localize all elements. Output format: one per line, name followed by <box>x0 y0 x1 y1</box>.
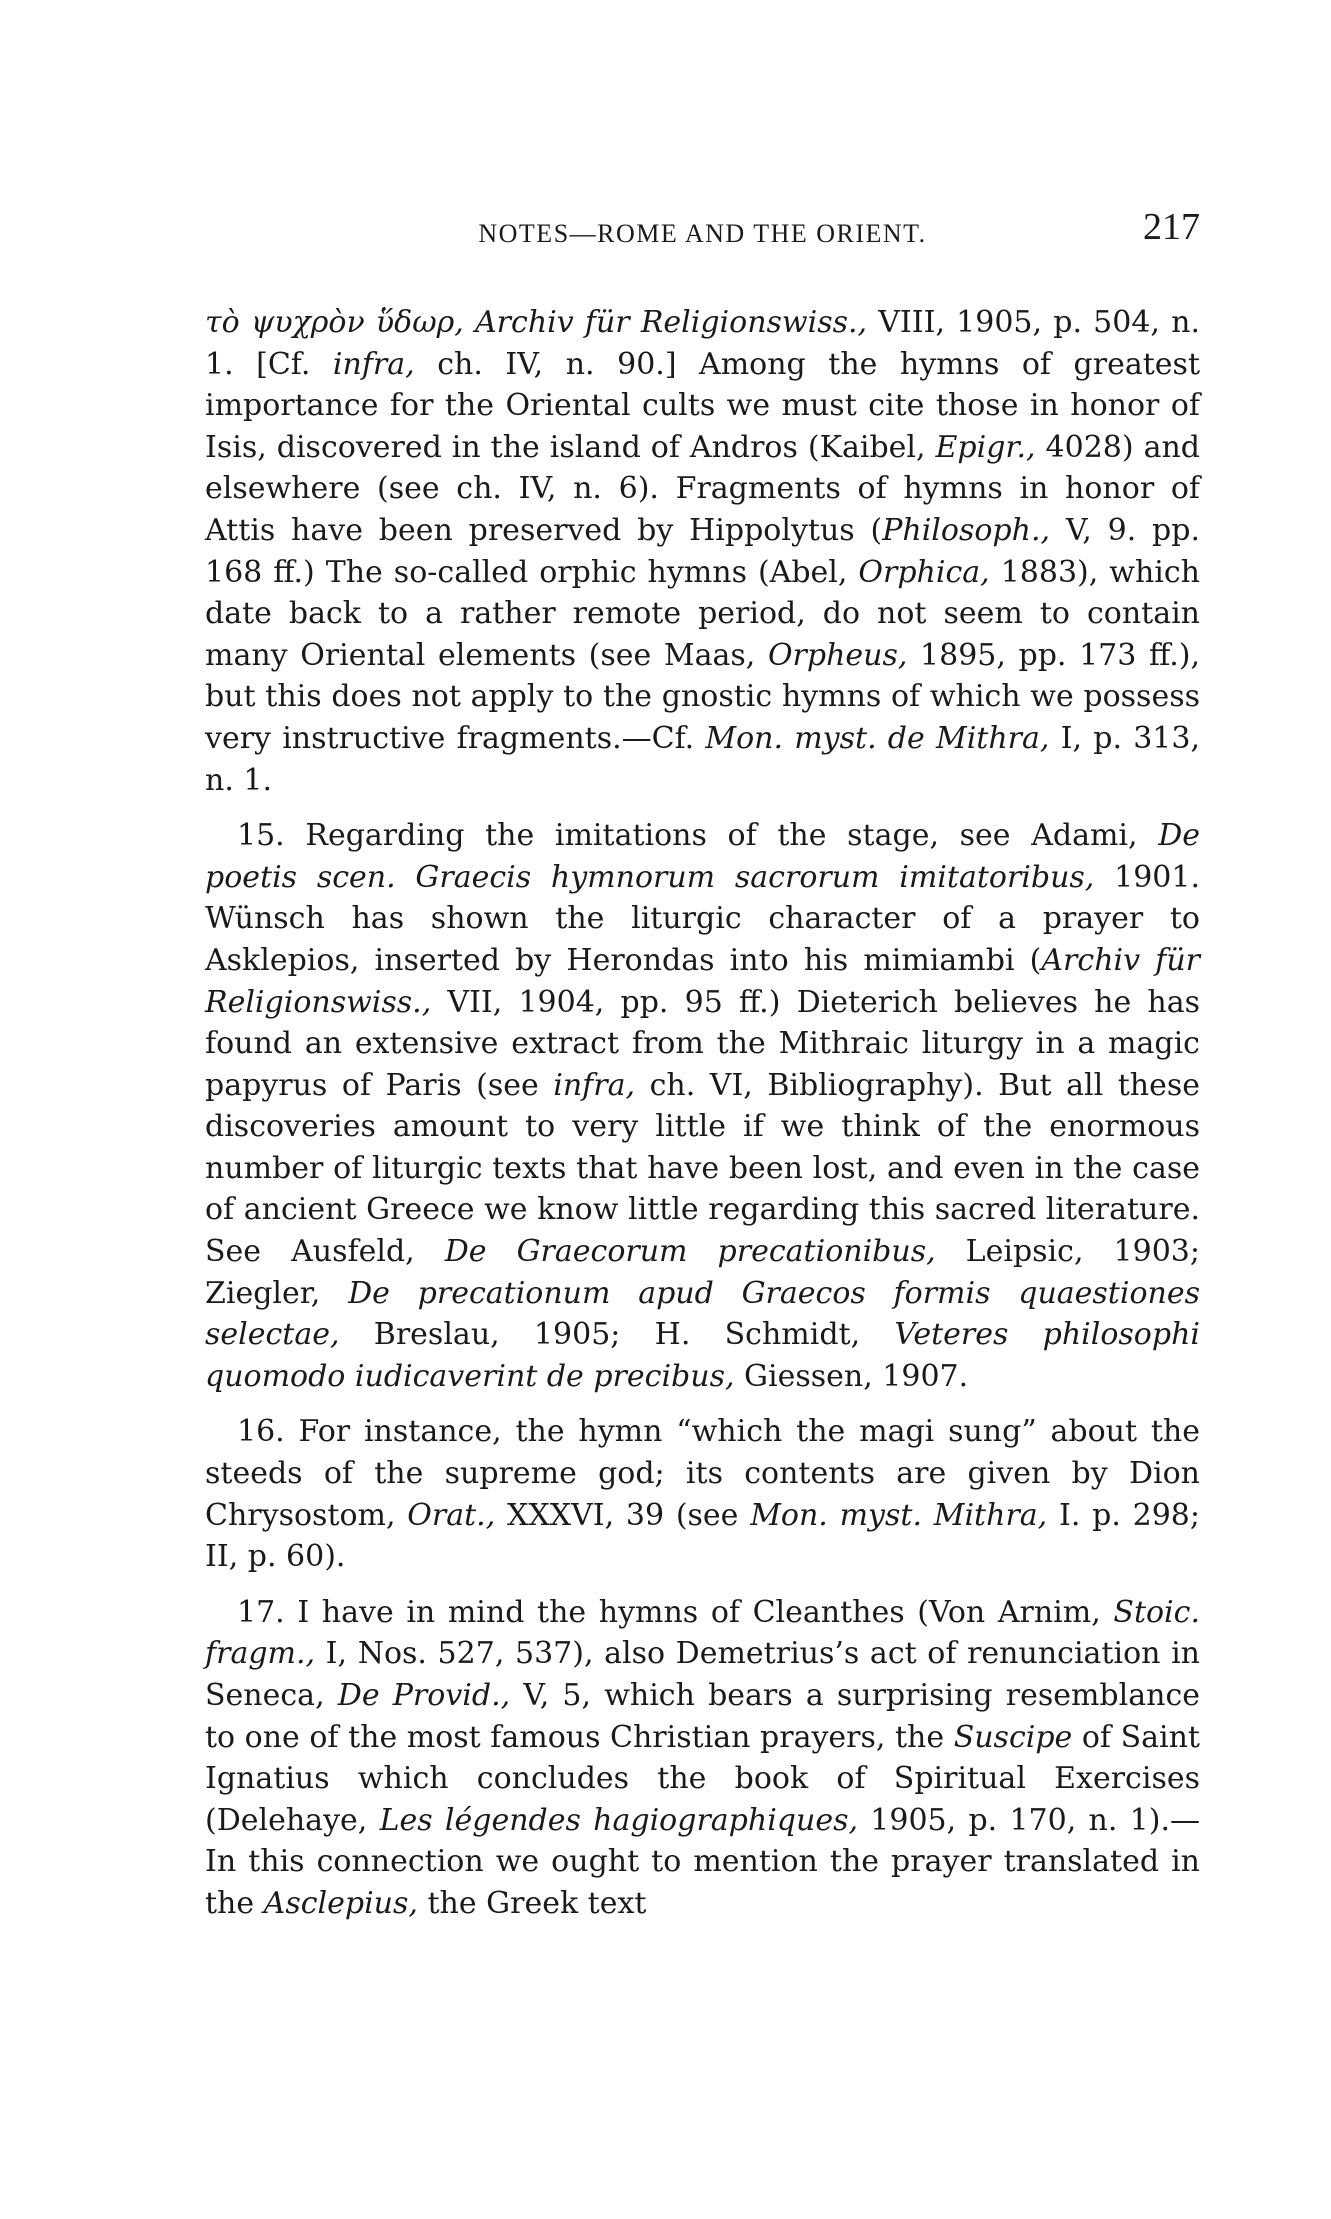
text-run: I, Nos. 527, 537), also Demetrius’s act of renunciation in Seneca, <box>205 1636 1200 1713</box>
text-run: ch. IV, n. 90.] Among the hymns of greatest importance for the Oriental cults we must cite those in honor of Isis, discovered in the island of Andros (Kaibel, <box>205 346 1200 465</box>
text-run: 1883), which date back to a rather remote period, do not seem to contain many Oriental elements (see Maas, <box>205 554 1200 673</box>
italic-text: De precationum apud Graecos formis quaestiones selectae, <box>205 1275 1200 1353</box>
text-run: 1901. Wünsch has shown the liturgic character of a prayer to Asklepios, inserted by Herondas into his mimiambi ( <box>205 859 1200 978</box>
italic-text: De Provid., <box>337 1678 511 1713</box>
italic-text: De Graecorum precationibus, <box>444 1234 936 1270</box>
italic-text: Veteres philosophi quomodo iudicaverint de precibus, <box>205 1317 1200 1394</box>
italic-text: Archiv für Religionswiss., <box>205 942 1200 1020</box>
italic-text: Epigr., <box>935 429 1036 465</box>
page-number: 217 <box>1143 206 1200 248</box>
italic-text: infra, <box>553 1067 636 1103</box>
text-run: I. p. 298; II, p. 60). <box>205 1497 1200 1575</box>
text-run: 16. For instance, the hymn “which the magi sung” about the steeds of the supreme god; its contents are given by Dion Chrysostom, <box>205 1414 1200 1533</box>
italic-text: Orphica, <box>858 554 990 590</box>
italic-text: infra, <box>332 346 415 382</box>
text-run: Giessen, 1907. <box>734 1358 969 1394</box>
text-run: 1905, p. 170, n. 1).—In this connection we ought to mention the prayer translated in the <box>205 1802 1200 1921</box>
italic-text: Mon. myst. de Mithra, <box>705 720 1050 756</box>
italic-text: Philosoph., <box>882 512 1051 548</box>
italic-text: Orpheus, <box>767 637 908 673</box>
note-continuation <box>205 302 1200 801</box>
italic-text: De poetis scen. Graecis hymnorum sacrorum imitatoribus, <box>205 818 1200 895</box>
note-16 <box>205 1411 1200 1577</box>
text-run: of Saint Ignatius which concludes the book of Spiritual Exercises (Delehaye, <box>205 1719 1200 1838</box>
text-run: VII, 1904, pp. 95 ff.) Dieterich believes he has found an extensive extract from the Mithraic liturgy in a magic papyrus of Paris (see <box>205 984 1200 1103</box>
note-15 <box>205 815 1200 1397</box>
text-run: 17. I have in mind the hymns of Cleanthes (Von Arnim, <box>237 1594 1114 1630</box>
text-run: Leipsic, 1903; Ziegler, <box>205 1234 1200 1311</box>
text-run: XXXVI, 39 (see <box>495 1497 751 1533</box>
text-run: the Greek text <box>417 1885 647 1921</box>
text-run: Breslau, 1905; H. Schmidt, <box>339 1317 895 1353</box>
italic-text: Stoic. fragm., <box>205 1594 1200 1672</box>
italic-text: Suscipe <box>953 1719 1073 1755</box>
text-run: VIII, 1905, p. 504, n. 1. [Cf. <box>205 305 1200 382</box>
text-run: 1895, pp. 173 ff.), but this does not apply to the gnostic hymns of which we possess very instructive fragments.—Cf. <box>205 637 1200 756</box>
italic-text: Asclepius, <box>263 1885 418 1921</box>
text-run: ch. VI, Bibliography). But all these discoveries amount to very little if we think of the enormous number of liturgic texts that have been lost, and even in the case of ancient Greece we know little regarding this sacred literature. See Ausfeld, <box>205 1067 1200 1270</box>
note-17 <box>205 1592 1200 1925</box>
text-run: V, 9. pp. 168 ff.) The so-called orphic hymns (Abel, <box>205 512 1200 590</box>
italic-text: Archiv für Religionswiss., <box>475 305 868 340</box>
italic-text: τὸ ψυχρὸν ὕδωρ, <box>205 305 476 340</box>
text-run: 15. Regarding the imitations of the stage, see Adami, <box>237 818 1159 854</box>
italic-text: Mon. myst. Mithra, <box>750 1497 1048 1533</box>
italic-text: Orat., <box>407 1497 496 1533</box>
italic-text: Les légendes hagiographiques, <box>379 1802 859 1838</box>
text-run: V, 5, which bears a surprising resemblance to one of the most famous Christian prayers, the <box>205 1678 1200 1755</box>
running-head: NOTES—ROME AND THE ORIENT. <box>478 219 927 248</box>
page-header <box>205 205 1200 253</box>
text-run: I, p. 313, n. 1. <box>205 720 1200 798</box>
page-body <box>205 302 1200 1925</box>
text-run: 4028) and elsewhere (see ch. IV, n. 6). Fragments of hymns in honor of Attis have been preserved by Hippolytus ( <box>205 429 1200 548</box>
